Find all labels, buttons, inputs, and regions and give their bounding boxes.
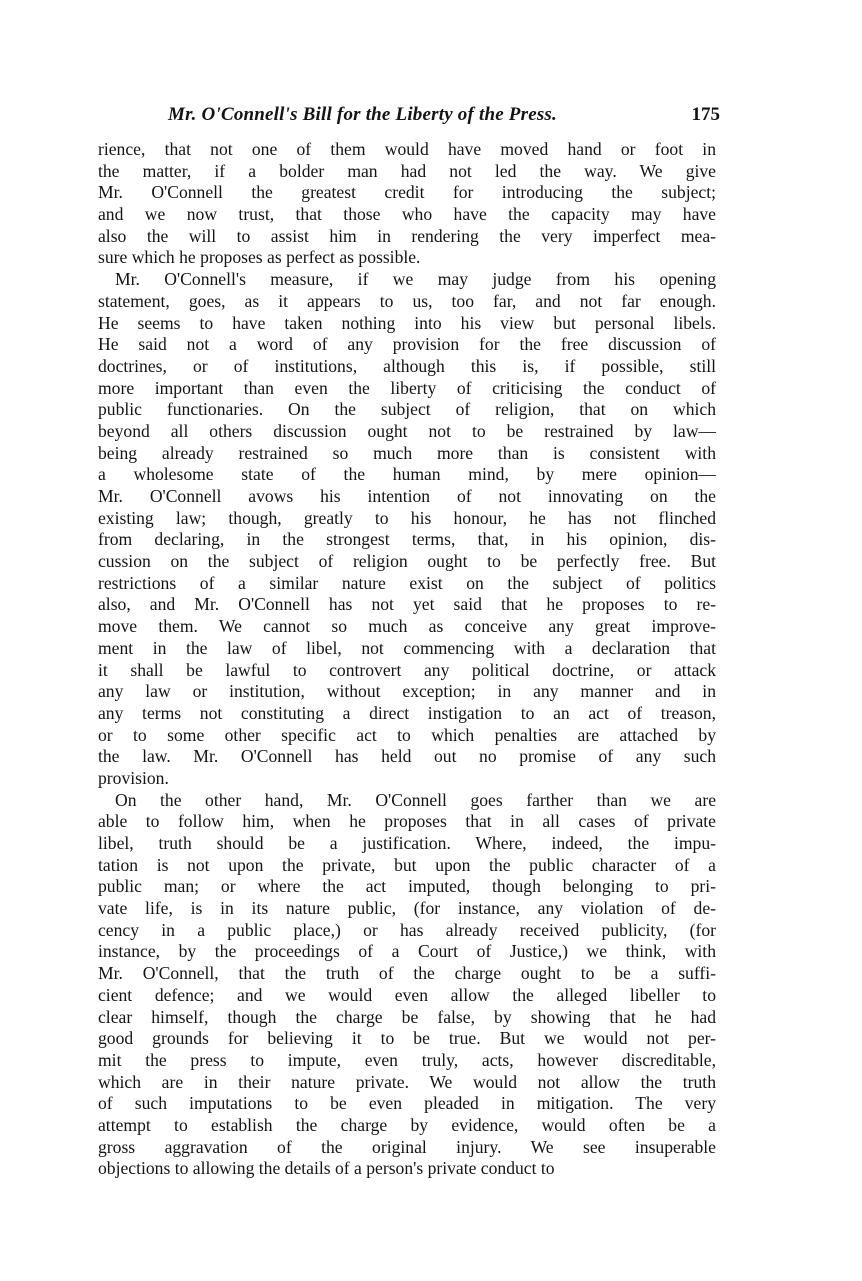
text-line: provision. xyxy=(98,767,169,788)
paragraph xyxy=(98,269,716,790)
text-line: any law or institution, without exception; in any manner and in xyxy=(98,681,716,702)
text-line: existing law; though, greatly to his honour, he has not flinched xyxy=(98,507,716,528)
text-line: beyond all others discussion ought not to be restrained by law— xyxy=(98,420,716,441)
text-line: Mr. O'Connell avows his intention of not innovating on the xyxy=(98,486,716,506)
text-line: rience, that not one of them would have moved hand or foot in xyxy=(98,139,716,159)
text-line: objections to allowing the details of a person's private conduct to xyxy=(98,1158,555,1179)
text-line: which are in their nature private. We would not allow the truth xyxy=(98,1071,716,1092)
text-line: of such imputations to be even pleaded in mitigation. The very xyxy=(98,1093,716,1114)
text-line: cency in a public place,) or has already received publicity, (for xyxy=(98,919,716,940)
text-line: Mr. O'Connell's measure, if we may judge from his opening xyxy=(115,269,716,290)
text-line: public functionaries. On the subject of religion, that on which xyxy=(98,399,716,420)
text-line: He said not a word of any provision for the free discussion of xyxy=(98,334,716,355)
running-head xyxy=(98,100,720,130)
text-line: and we now trust, that those who have the capacity may have xyxy=(98,204,716,225)
text-line: move them. We cannot so much as conceive any great improve- xyxy=(98,616,716,637)
text-line: the law. Mr. O'Connell has held out no promise of any such xyxy=(98,746,716,767)
running-title: Mr. O'Connell's Bill for the Liberty of the Press. xyxy=(168,104,557,125)
text-line: tation is not upon the private, but upon the public character of a xyxy=(98,854,716,875)
text-line: cussion on the subject of religion ought to be perfectly free. But xyxy=(98,551,716,572)
text-line: from declaring, in the strongest terms, that, in his opinion, dis- xyxy=(98,529,716,550)
text-line: also the will to assist him in rendering the very imperfect mea- xyxy=(98,225,716,246)
text-line: doctrines, or of institutions, although this is, if possible, still xyxy=(98,355,716,376)
text-line: also, and Mr. O'Connell has not yet said that he proposes to re- xyxy=(98,594,716,615)
body-text xyxy=(98,139,716,1180)
text-line: He seems to have taken nothing into his view but personal libels. xyxy=(98,312,716,333)
text-line: attempt to establish the charge by evidence, would often be a xyxy=(98,1114,716,1135)
book-page xyxy=(98,100,720,1180)
text-line: more important than even the liberty of criticising the conduct of xyxy=(98,377,716,398)
text-line: instance, by the proceedings of a Court of Justice,) we think, with xyxy=(98,941,716,962)
text-line: sure which he proposes as perfect as possible. xyxy=(98,247,421,268)
text-line: public man; or where the act imputed, though belonging to pri- xyxy=(98,876,716,897)
text-line: able to follow him, when he proposes that in all cases of private xyxy=(98,811,716,832)
text-line: libel, truth should be a justification. Where, indeed, the impu- xyxy=(98,833,716,853)
text-line: being already restrained so much more than is consistent with xyxy=(98,442,716,463)
text-line: the matter, if a bolder man had not led the way. We give xyxy=(98,160,716,181)
text-line: restrictions of a similar nature exist on the subject of politics xyxy=(98,572,716,593)
paragraph xyxy=(98,790,716,1180)
text-line: Mr. O'Connell the greatest credit for introducing the subject; xyxy=(98,182,716,203)
text-line: a wholesome state of the human mind, by mere opinion— xyxy=(98,464,716,485)
text-line: clear himself, though the charge be false, by showing that he had xyxy=(98,1006,716,1027)
text-line: any terms not constituting a direct instigation to an act of treason, xyxy=(98,702,716,723)
text-line: mit the press to impute, even truly, acts, however discreditable, xyxy=(98,1049,716,1070)
text-line: ment in the law of libel, not commencing with a declaration that xyxy=(98,637,716,658)
page-number: 175 xyxy=(691,104,720,125)
text-line: On the other hand, Mr. O'Connell goes farther than we are xyxy=(115,789,716,810)
text-line: gross aggravation of the original injury. We see insuperable xyxy=(98,1136,716,1157)
text-line: or to some other specific act to which penalties are attached by xyxy=(98,724,716,745)
paragraph xyxy=(98,139,716,269)
text-line: cient defence; and we would even allow the alleged libeller to xyxy=(98,984,716,1005)
text-line: good grounds for believing it to be true. But we would not per- xyxy=(98,1028,716,1049)
text-line: it shall be lawful to controvert any political doctrine, or attack xyxy=(98,659,716,680)
text-line: statement, goes, as it appears to us, too far, and not far enough. xyxy=(98,290,716,311)
text-line: Mr. O'Connell, that the truth of the charge ought to be a suffi- xyxy=(98,963,716,984)
text-line: vate life, is in its nature public, (for instance, any violation of de- xyxy=(98,898,716,919)
